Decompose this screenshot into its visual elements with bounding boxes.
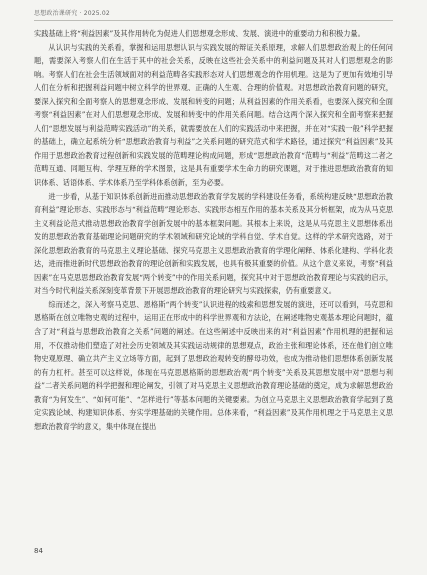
body-text: [34, 27, 393, 433]
paragraph: 综而述之，深入考察马克思、恩格斯“两个转变”认识进程的线索和思想发展的演进，还可以看到，马克思和恩格斯在创立唯物史观的过程中，运用正在形成中的科学世界观和方法论，在阐述唯物史观基本理论问题时，蕴含了对“利益与思想政治教育之关系”问题的阐述。在这些阐述中反映出来的对“利益因素”作用机理的把握和运用，不仅推动他们塑造了对社会历史领域及其实践运动规律的思想观点，政治主张和理论体系，还在他们创立唯物史观原理、确立共产主义立场等方面，起到了思想政治观转变的酵母功效，也成为推动他们思想体系创新发展的有力杠杆。甚至可以这样说，体现在马克思恩格斯的思想政治观“两个转变”关系及其思想发展中对“思想与利益”二者关系问题的科学把握和理论阐发，引领了对马克思主义思想政治教育理论基础的奠定，成为求解思想政治教育“为何发生”、“如何可能”、“怎样进行”等基本问题的关键要素。为创立马克思主义思想政治教育学起到了奠定实践论域、构建知识体系、夯实学理基础的关键作用。总体来看，“利益因素”及其作用机理之于马克思主义思想政治教育学的意义，集中体现在提出: [34, 299, 393, 431]
paragraph: 进一步看，从基于知识体系创新进而推动思想政治教育学发展的学科建设任务看，系统构建反映“思想政治教育利益”理论形态、实践形态与“利益范畴”理论形态、实践形态相互作用的基本关系及其分析框架，成为从马克思主义利益论范式推动思想政治教育学创新发展中的基本框架问题。其根本上来说，这是从马克思主义思想体系出发的思想政治教育基础理论问题研究的学术领域和研究论域的学科自觉、学术自觉。这样的学术研究选路，对于深化思想政治教育的马克思主义理论基础、探究马克思主义思想政治教育的学理化阐释、体系化建构、学科化表达，进而推进新时代思想政治教育的理论创新和实践发展，也具有极其重要的价值。从这个意义来说，考察“利益因素”在马克思思想政治教育发展“两个转变”中的作用关系问题，探究其中对于思想政治教育理论与实践的启示，对当今时代利益关系深刻变革背景下开展思想政治教育的理论研究与实践探索，仍有重要意义。: [34, 191, 393, 296]
header-rule: [34, 20, 393, 21]
page-number: 84: [34, 547, 43, 555]
running-header: 思想政治课研究 · 2025.02: [34, 10, 110, 17]
paragraph: 从认识与实践的关系看，掌握和运用思想认识与实践发展的辩证关系原理，求解人们思想政治观上的任何问题，需要深入考察人们在生活于其中的社会关系，反映在这些社会关系中的利益问题及其对人们思想观念的影响。考察人们在社会生活领域面对的利益范畴各实践形态对人们思想观念的作用机理。这是为了更加有效地引导人们在分析和把握利益问题中树立科学的世界观、正确的人生观、合理的价值观。对思想政治教育问题的研究，要深入探究和全面考察人的思想观念形成、发展和转变的问题；从利益因素的作用关系看，也要深入探究和全面考察“利益因素”在对人们思想观念形成、发展和转变中的作用关系问题。结合这两个深入探究和全面考察来把握人们“思想发展与利益范畴实践活动”的关系，就需要放在人们的实践活动中来把握，并在对“实践一般”科学把握的基础上，确立起系统分析“思想政治教育与利益”之关系问题的研究范式和学术路径，通过探究“利益因素”及其作用于思想政治教育过程创新和实践发展的范畴理论构成问题，形成“思想政治教育“范畴与“利益”范畴这二者之范畴互通、同题互构、学理互释的学术图景，这是具有重要学术生命力的研究课题，对于推进思想政治教育的知识体系、话语体系、学术体系乃至学科体系创新，至为必要。: [34, 42, 393, 188]
paragraph: 实践基础上将“利益因素”及其作用转化为促进人们思想观念形成、发展、演进中的重要动力和积极力量。: [34, 29, 365, 38]
